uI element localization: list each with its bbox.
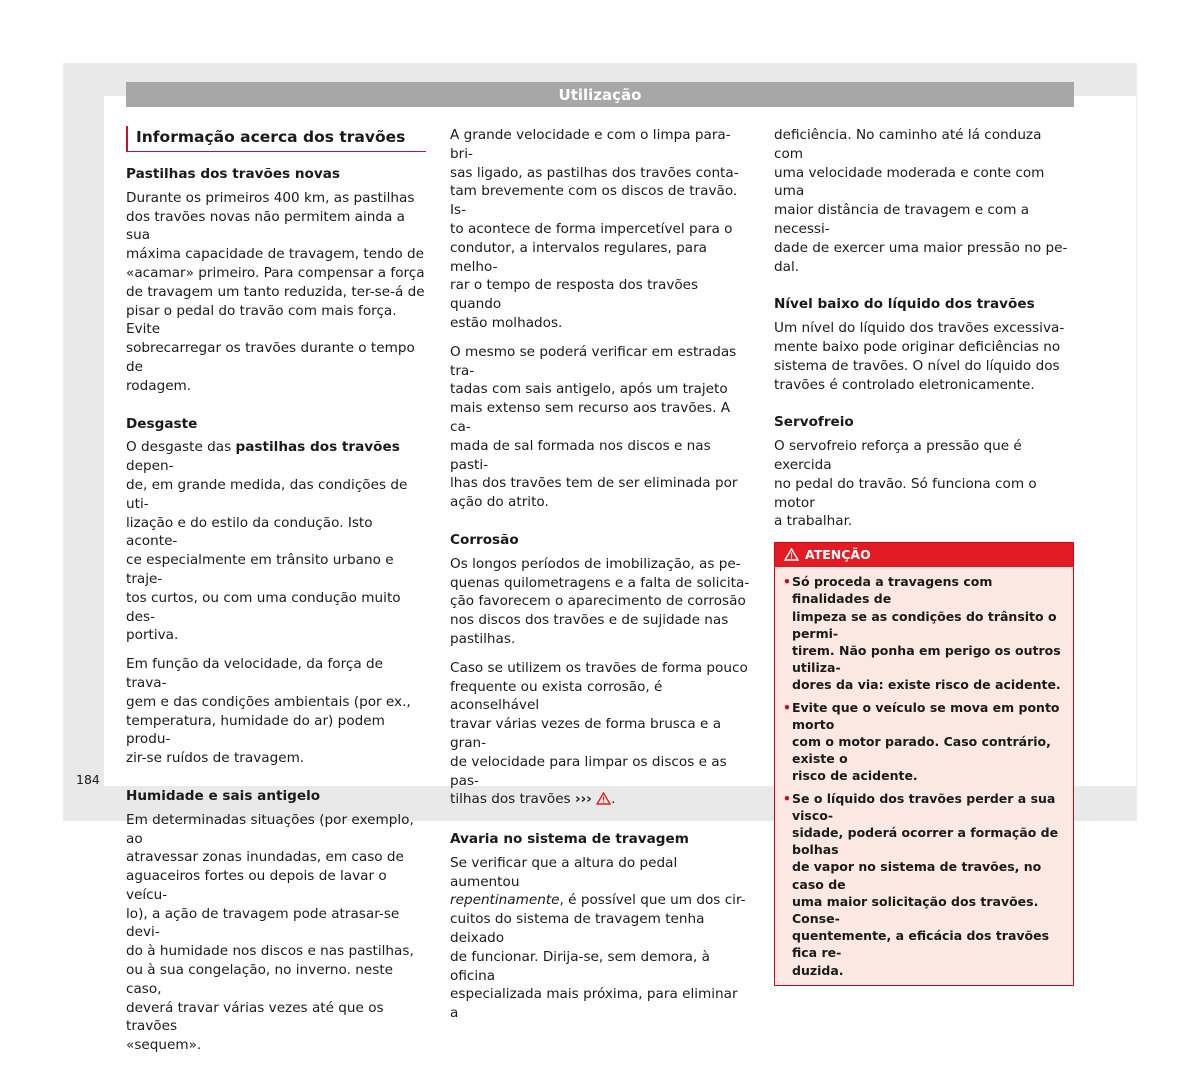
section-title: Informação acerca dos travões <box>126 126 426 152</box>
warning-item: • Se o líquido dos travões perder a sua visco- sidade, poderá ocorrer a formação de bolhas de vapor no sistema de travões, no caso de uma maior solicitação dos travões. Conse- quentemente, a eficácia dos travões fica re- duzida. <box>783 790 1059 978</box>
subheading-humidade: Humidade e sais antigelo <box>126 787 321 804</box>
warning-triangle-icon <box>596 792 611 811</box>
warning-body <box>775 567 1073 985</box>
page-number: 184 <box>76 772 100 787</box>
paragraph: Um nível do líquido dos travões excessiva- mente baixo pode originar deficiências no sistema de travões. O nível do líquido dos travões é controlado eletronicamente. <box>774 320 1065 393</box>
subheading-nivel: Nível baixo do líquido dos travões <box>774 296 1035 313</box>
warning-header: ATENÇÃO <box>775 543 1073 567</box>
warning-box <box>774 542 1074 986</box>
paragraph: Em função da velocidade, da força de trava- gem e das condições ambientais (por ex., temperatura, humidade do ar) podem produ- zir-se ruídos de travagem. <box>126 656 411 767</box>
subheading-desgaste: Desgaste <box>126 415 198 432</box>
subheading-pastilhas: Pastilhas dos travões novas <box>126 166 341 182</box>
paragraph: O servofreio reforça a pressão que é exercida no pedal do travão. Só funciona com o motor a trabalhar. <box>774 438 1037 530</box>
paragraph: Os longos períodos de imobilização, as pe- quenas quilometragens e a falta de solicita- ção favorecem o aparecimento de corrosão nos discos dos travões e de sujidade nas pastilhas. <box>450 555 750 647</box>
column-1 <box>126 126 426 1065</box>
paragraph: Durante os primeiros 400 km, as pastilhas dos travões novas não permitem ainda a sua máxima capacidade de travagem, tendo de «acamar» primeiro. Para compensar a força de travagem um tanto reduzida, ter-se-á de pisar o pedal do travão com mais força. Evite sobrecarregar os travões durante o tempo de rodagem. <box>126 189 425 394</box>
bullet-icon: • <box>783 790 791 806</box>
paragraph: A grande velocidade e com o limpa para-bri- sas ligado, as pastilhas dos travões conta- tam brevemente com os discos de travão. Is- to acontece de forma impercetível para o condutor, a intervalos regulares, para melho- rar o tempo de resposta dos travões quando estão molhados. <box>450 127 739 331</box>
chapter-header: Utilização <box>126 82 1074 107</box>
paragraph: O mesmo se poderá verificar em estradas tra- tadas com sais antigelo, após um trajeto mais extenso sem recurso aos travões. A ca- mada de sal formada nos discos e nas pasti- lhas dos travões tem de ser eliminada por ação do atrito. <box>450 343 738 511</box>
column-3 <box>774 126 1074 986</box>
paragraph: Se verificar que a altura do pedal aumentou repentinamente, é possível que um dos cir- cuitos do sistema de travagem tenha deixado de funcionar. Dirija-se, sem demora, à oficina especializada mais próxima, para eliminar a <box>450 854 746 1022</box>
warning-item: • Só proceda a travagens com finalidades de limpeza se as condições do trânsito o permi- tirem. Não ponha em perigo os outros utiliza- dores da via: existe risco de acidente. <box>783 574 1061 693</box>
subheading-servofreio: Servofreio <box>774 414 854 431</box>
paragraph: Em determinadas situações (por exemplo, ao atravessar zonas inundadas, em caso de aguaceiros fortes ou depois de lavar o veícu- lo), a ação de travagem pode atrasar-se devi- do à humidade nos discos e nas pastilhas, ou à sua congelação, no inverno. neste caso, deverá travar várias vezes até que os travões «sequem». <box>126 811 414 1054</box>
paragraph: Caso se utilizem os travões de forma pouco frequente ou exista corrosão, é aconselhável travar várias vezes de forma brusca e a gran- de velocidade para limpar os discos e as pas- tilhas dos travões ››› . <box>450 659 750 811</box>
paragraph: O desgaste das pastilhas dos travões depen- de, em grande medida, das condições de uti- lização e do estilo da condução. Isto aconte- ce especialmente em trânsito urbano e traje- tos curtos, ou com uma condução muito des- portiva. <box>126 439 408 644</box>
column-2 <box>450 126 750 1033</box>
subheading-avaria: Avaria no sistema de travagem <box>450 831 689 848</box>
subheading-corrosao: Corrosão <box>450 531 519 548</box>
warning-triangle-icon <box>784 545 799 569</box>
warning-item: • Evite que o veículo se mova em ponto morto com o motor parado. Caso contrário, existe o risco de acidente. <box>783 699 1060 784</box>
cross-reference-arrows[interactable]: ››› <box>574 791 592 808</box>
bullet-icon: • <box>783 574 791 590</box>
bullet-icon: • <box>783 699 791 715</box>
paragraph: deficiência. No caminho até lá conduza com uma velocidade moderada e conte com uma maior distância de travagem e com a necessi- dade de exercer uma maior pressão no pe- dal. <box>774 127 1068 275</box>
